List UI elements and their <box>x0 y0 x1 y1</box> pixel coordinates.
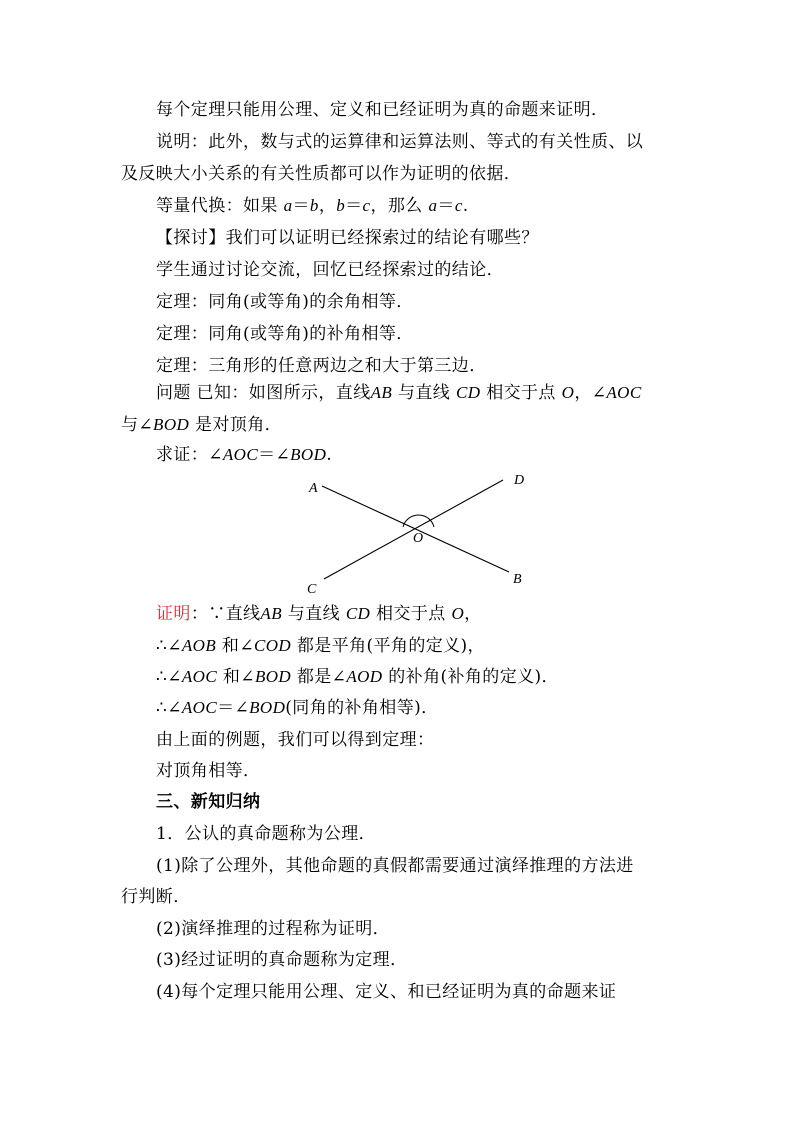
equal-substitution-line <box>156 190 677 222</box>
math-var: O <box>561 383 575 402</box>
math-var: AB <box>370 383 393 402</box>
math-var: AB <box>260 604 282 623</box>
math-var: b <box>309 196 319 215</box>
text-span: ，∠ <box>574 383 607 403</box>
math-var: O <box>451 604 465 623</box>
theorem-line <box>156 318 677 350</box>
text-line <box>156 850 677 882</box>
text-span: 每个定理只能用公理、定义和已经证明为真的命题来证明． <box>156 100 609 120</box>
text-line <box>156 913 677 945</box>
proof-label: 证明 <box>156 604 191 624</box>
text-span: 都是∠ <box>291 667 347 687</box>
text-line <box>156 724 677 756</box>
text-line <box>121 881 677 913</box>
text-span: ＝ <box>437 196 455 216</box>
text-span: ， <box>318 196 337 216</box>
text-span: ，那么 <box>370 196 429 216</box>
intersecting-lines-figure <box>306 475 532 595</box>
math-var: CD <box>456 383 481 402</box>
text-span: 学生通过讨论交流，回忆已经探索过的结论． <box>156 260 504 280</box>
text-span: (同角的补角相等)． <box>285 698 439 718</box>
text-span: 对顶角相等． <box>156 761 261 781</box>
math-var: BOD <box>290 445 327 464</box>
label-d: D <box>514 475 525 488</box>
text-line <box>121 158 677 190</box>
text-span: ∴∠ <box>156 636 182 656</box>
text-span: 由上面的例题，我们可以得到定理： <box>156 730 435 750</box>
math-var: c <box>454 196 463 215</box>
proof-line <box>156 692 677 724</box>
text-span: 都是平角(平角的定义)， <box>291 636 485 656</box>
text-span: 的补角(补角的定义)． <box>382 667 559 687</box>
text-span: ＝∠ <box>258 445 291 465</box>
label-a: A <box>309 481 318 496</box>
text-span: 与∠ <box>121 415 154 435</box>
text-span: ：∵直线 <box>190 604 261 624</box>
text-span: 和∠ <box>217 667 255 687</box>
text-span: 定理：同角(或等角)的补角相等． <box>156 324 414 344</box>
text-span: 与直线 <box>392 383 456 403</box>
math-var: AOB <box>181 636 217 655</box>
text-span: 三、新知归纳 <box>156 792 261 812</box>
text-span: (4)每个定理只能用公理、定义、和已经证明为真的命题来证 <box>156 982 617 1002</box>
text-span: 行判断． <box>121 887 191 907</box>
text-span: 1．公认的真命题称为公理． <box>156 824 377 844</box>
text-span: 等量代换：如果 <box>156 196 284 216</box>
math-var: AOC <box>181 698 218 717</box>
math-var: CD <box>345 604 371 623</box>
text-span: 求证：∠ <box>156 445 223 465</box>
math-var: a <box>428 196 438 215</box>
proof-line <box>156 661 677 693</box>
math-var: BOD <box>249 698 286 717</box>
math-var: c <box>362 196 371 215</box>
text-span: ＝ <box>292 196 310 216</box>
text-line <box>156 976 677 1008</box>
line-cd <box>324 480 503 579</box>
text-span: 问题 已知：如图所示，直线 <box>156 383 371 403</box>
text-line <box>156 944 677 976</box>
math-var: BOD <box>153 415 190 434</box>
text-span: ∴∠ <box>156 698 182 718</box>
proof-line <box>156 598 677 630</box>
text-span: 定理：三角形的任意两边之和大于第三边． <box>156 356 487 376</box>
text-line <box>156 126 677 158</box>
text-span: 与直线 <box>282 604 346 624</box>
section-heading <box>156 786 677 818</box>
proof-line <box>156 630 677 662</box>
text-span: . <box>326 445 333 465</box>
text-line <box>156 254 677 286</box>
text-span: 说明：此外，数与式的运算律和运算法则、等式的有关性质、以 <box>156 132 644 152</box>
math-var: AOC <box>181 667 218 686</box>
text-span: ＝ <box>345 196 363 216</box>
text-span: 是对顶角． <box>189 415 282 435</box>
text-span: 及反映大小关系的有关性质都可以作为证明的依据． <box>121 164 522 184</box>
prove-line <box>156 439 677 471</box>
text-span: 定理：同角(或等角)的余角相等． <box>156 292 414 312</box>
text-span: ＝∠ <box>217 698 250 718</box>
theorem-line <box>156 286 677 318</box>
math-var: BOD <box>254 667 292 686</box>
label-c: C <box>307 582 317 595</box>
math-var: a <box>283 196 293 215</box>
discussion-line <box>156 222 677 254</box>
math-var: AOC <box>606 383 642 402</box>
text-line <box>156 755 677 787</box>
text-span: ∴∠ <box>156 667 182 687</box>
label-o: O <box>413 531 424 546</box>
text-span: (1)除了公理外，其他命题的真假都需要通过演绎推理的方法进 <box>156 856 634 876</box>
math-var: AOD <box>346 667 383 686</box>
label-b: B <box>513 572 522 587</box>
text-span: 和∠ <box>216 636 254 656</box>
math-var: AOC <box>222 445 259 464</box>
text-span: ， <box>464 604 482 624</box>
math-var: COD <box>253 636 292 655</box>
problem-line <box>121 409 677 441</box>
math-var: b <box>336 196 346 215</box>
text-span: (3)经过证明的真命题称为定理． <box>156 950 408 970</box>
text-span: 相交于点 <box>370 604 452 624</box>
text-span: 【探讨】我们可以证明已经探索过的结论有哪些？ <box>156 228 539 248</box>
text-span: . <box>462 196 469 216</box>
text-line <box>156 94 677 126</box>
problem-line <box>156 377 677 409</box>
text-line <box>156 818 677 850</box>
text-span: 相交于点 <box>480 383 562 403</box>
text-span: (2)演绎推理的过程称为证明． <box>156 919 391 939</box>
